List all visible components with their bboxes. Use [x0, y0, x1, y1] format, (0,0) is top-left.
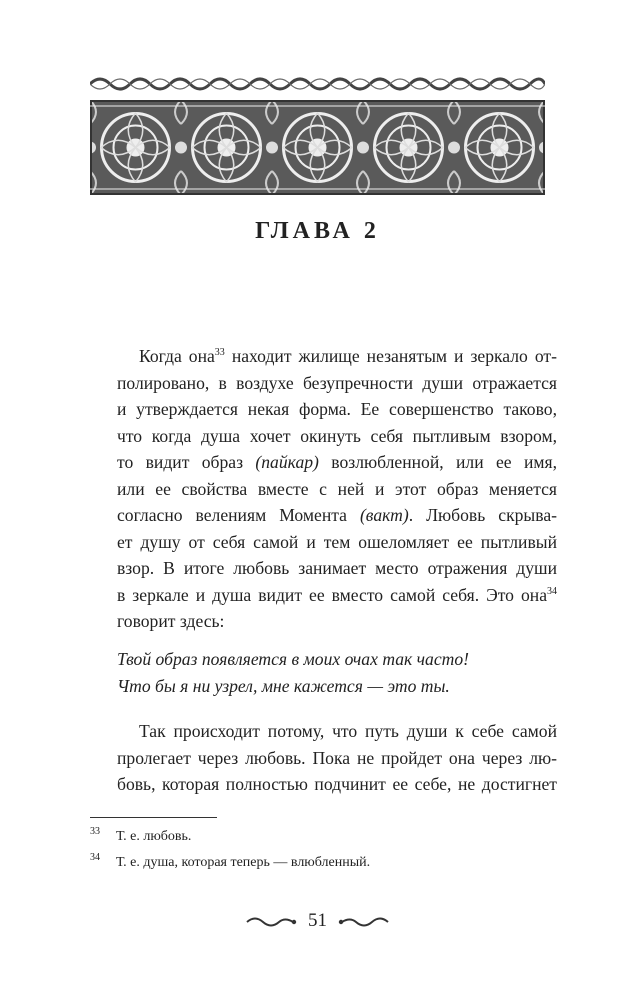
chapter-title: ГЛАВА 2 [255, 218, 380, 244]
text-run: возлюбленной, или ее имя, [318, 452, 557, 472]
verse-line: Что бы я ни узрел, мне кажется — это ты. [117, 675, 450, 696]
text-run: то видит образ [117, 452, 256, 472]
text-run: согласно велениям Момента [117, 505, 360, 525]
page-number: 51 [308, 910, 327, 931]
italic-term: (вакт) [359, 505, 409, 525]
text-line: Так происходит потому, что путь души к себе самой [139, 721, 557, 741]
footnotes [90, 824, 550, 876]
footnote-rule [90, 817, 217, 818]
text-line: бовь, которая полностью подчинит ее себе, не достигнет [117, 774, 557, 794]
paragraph-1 [117, 343, 557, 635]
text-line [117, 370, 557, 397]
text-run: находит жилище незанятым и зеркало от- [224, 346, 557, 366]
paragraph-2 [117, 718, 557, 798]
left-flourish-icon [245, 915, 297, 929]
wave-border-ornament [90, 73, 545, 95]
footnote-text: Т. е. любовь. [116, 829, 192, 844]
footnote-ref: 33 [214, 347, 225, 358]
text-run: в зеркале и душа видит ее вместо самой себя. Это она [117, 584, 547, 605]
footnote: 34 Т. е. душа, которая теперь — влюбленный. [90, 852, 371, 870]
text-run: Когда она [139, 346, 215, 366]
text-line: пролегает через любовь. Пока не пройдет она через лю- [117, 747, 557, 768]
text-line [117, 502, 557, 529]
verse-line: Твой образ появляется в моих очах так часто! [117, 649, 470, 669]
text-line [117, 343, 557, 370]
text-run: ет душу от себя самой и тем ошеломляет ее пытливый [117, 531, 557, 552]
text-line [117, 423, 557, 450]
text-line [117, 529, 557, 556]
page-footer [0, 910, 635, 932]
footnote-ref: 34 [547, 585, 557, 597]
text-run: и утверждается некая форма. Ее совершенство таково, [117, 399, 557, 419]
text-line [117, 476, 557, 503]
text-line [117, 582, 557, 609]
right-flourish-icon [338, 915, 390, 929]
footnote: 33 Т. е. любовь. [90, 826, 192, 844]
text-line [117, 396, 557, 423]
text-run: что когда душа хочет окинуть себя пытливым взором, [117, 425, 557, 446]
text-line [117, 555, 557, 582]
arabesque-band-ornament [90, 100, 545, 195]
text-run: взор. В итоге любовь занимает место отражения души [117, 558, 557, 578]
text-run: или ее свойства вместе с ней и этот образ меняется [117, 478, 557, 499]
text-run: говорит здесь: [117, 611, 225, 631]
text-line [117, 608, 557, 635]
text-line [117, 449, 557, 476]
verse-quote [117, 646, 557, 699]
text-run: . Любовь скрыва- [408, 505, 557, 525]
italic-term: (пайкар) [255, 452, 319, 472]
text-run: полировано, в воздухе безупречности души отражается [117, 372, 557, 393]
footnote-text: Т. е. душа, которая теперь — влюбленный. [116, 855, 371, 870]
